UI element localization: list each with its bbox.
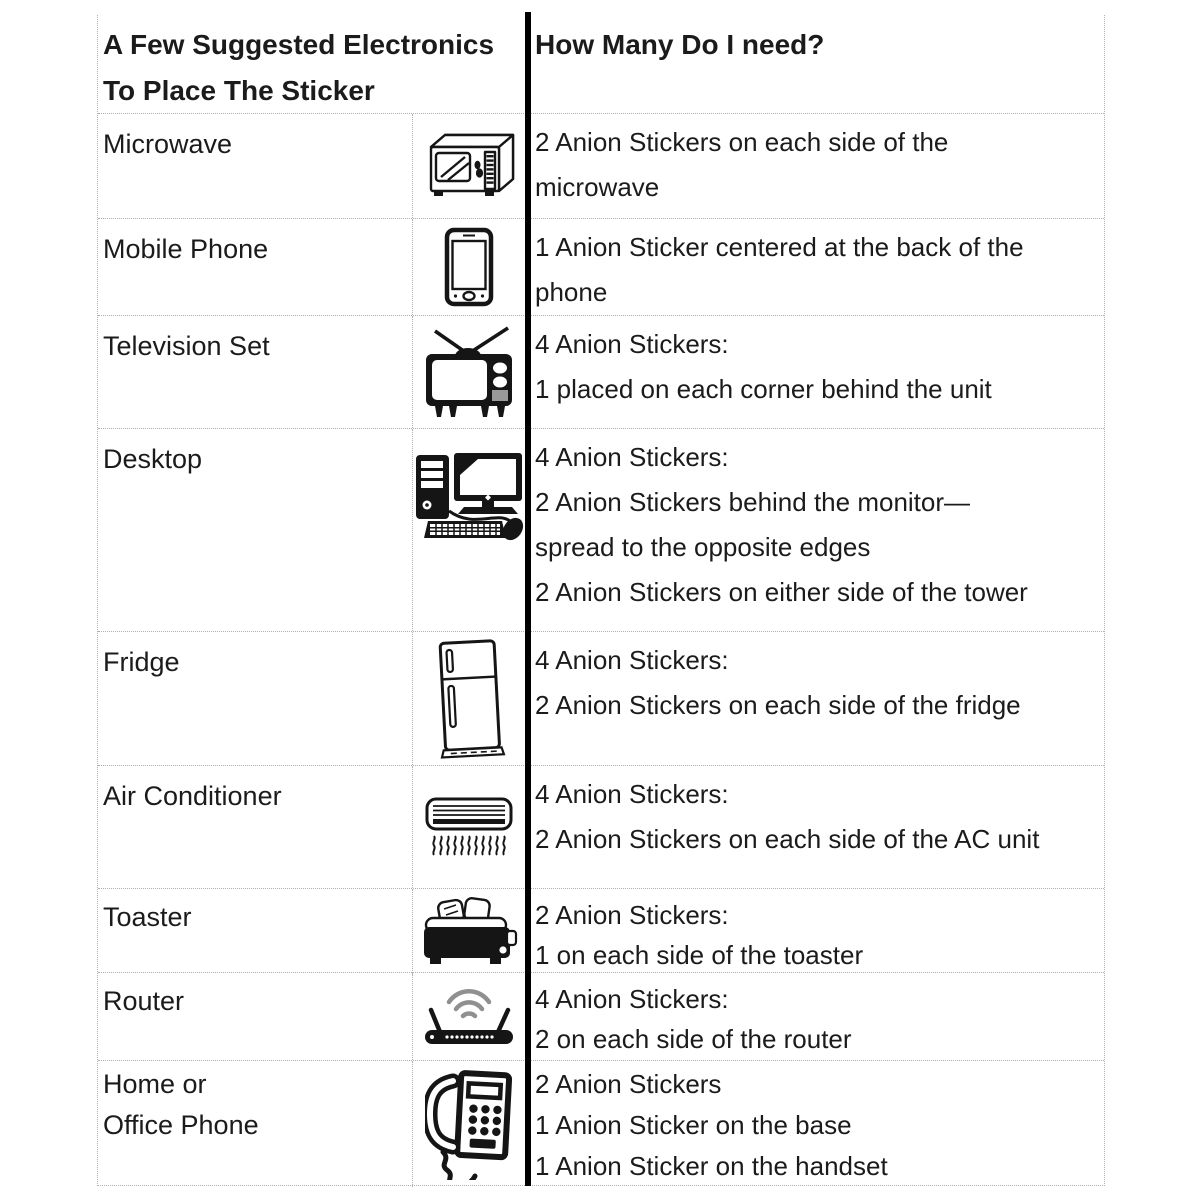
description-line: 1 Anion Sticker centered at the back of the (535, 232, 1024, 262)
mobile-phone-icon (443, 227, 495, 307)
table-row-air-conditioner (98, 765, 1104, 888)
description-line: 4 Anion Stickers: (535, 442, 729, 472)
header-left-line2: To Place The Sticker (103, 75, 375, 106)
description-line: microwave (535, 172, 660, 202)
item-label: Television Set (103, 331, 270, 361)
item-label: Router (103, 986, 185, 1016)
description-line: 2 Anion Stickers on each side of the AC unit (535, 824, 1040, 854)
description-line: 2 Anion Stickers behind the monitor— (535, 487, 971, 517)
header-left-line1: A Few Suggested Electronics (103, 29, 495, 60)
item-label-line1: Home or (103, 1069, 207, 1099)
description-line: 4 Anion Stickers: (535, 645, 729, 675)
description-line: 2 Anion Stickers on each side of the (535, 127, 949, 157)
item-label: Microwave (103, 129, 233, 159)
description-line: 2 on each side of the router (535, 1024, 852, 1054)
television-icon (421, 326, 517, 418)
desk-phone-icon (425, 1068, 513, 1180)
item-label: Toaster (103, 902, 192, 932)
description-line: 1 placed on each corner behind the unit (535, 374, 992, 404)
table-row-desktop (98, 428, 1104, 631)
microwave-icon (421, 129, 517, 203)
table-row-toaster (98, 888, 1104, 972)
description-line: 1 Anion Sticker on the handset (535, 1151, 888, 1181)
item-label: Fridge (103, 647, 180, 677)
item-label: Air Conditioner (103, 781, 282, 811)
toaster-icon (420, 895, 518, 969)
description-line: 4 Anion Stickers: (535, 329, 729, 359)
description-line: spread to the opposite edges (535, 532, 871, 562)
table-row-desk-phone (98, 1060, 1104, 1185)
item-label: Mobile Phone (103, 234, 269, 264)
sticker-placement-table (97, 15, 1105, 1186)
table-row-router (98, 972, 1104, 1060)
table-row-mobile-phone (98, 218, 1104, 315)
header-right-line: How Many Do I need? (535, 29, 825, 60)
description-line: 2 Anion Stickers on either side of the tower (535, 577, 1028, 607)
header-right (525, 15, 1105, 114)
fridge-icon (426, 633, 512, 765)
column-divider (525, 12, 531, 1186)
item-label-line2: Office Phone (103, 1110, 259, 1140)
item-label: Desktop (103, 444, 203, 474)
router-icon (423, 984, 515, 1050)
description-line: 1 on each side of the toaster (535, 940, 864, 970)
description-line: 4 Anion Stickers: (535, 984, 729, 1014)
description-line: 1 Anion Sticker on the base (535, 1110, 852, 1140)
desktop-computer-icon (414, 449, 524, 543)
table-row-fridge (98, 631, 1104, 765)
description-line: 2 Anion Stickers (535, 1069, 722, 1099)
description-line: 2 Anion Stickers: (535, 900, 729, 930)
header-left (98, 15, 525, 114)
description-line: 4 Anion Stickers: (535, 779, 729, 809)
table-header-row (98, 15, 1104, 113)
description-line: phone (535, 277, 608, 307)
description-line: 2 Anion Stickers on each side of the fridge (535, 690, 1021, 720)
table-row-television (98, 315, 1104, 428)
table-row-microwave (98, 113, 1104, 218)
air-conditioner-icon (425, 797, 513, 857)
